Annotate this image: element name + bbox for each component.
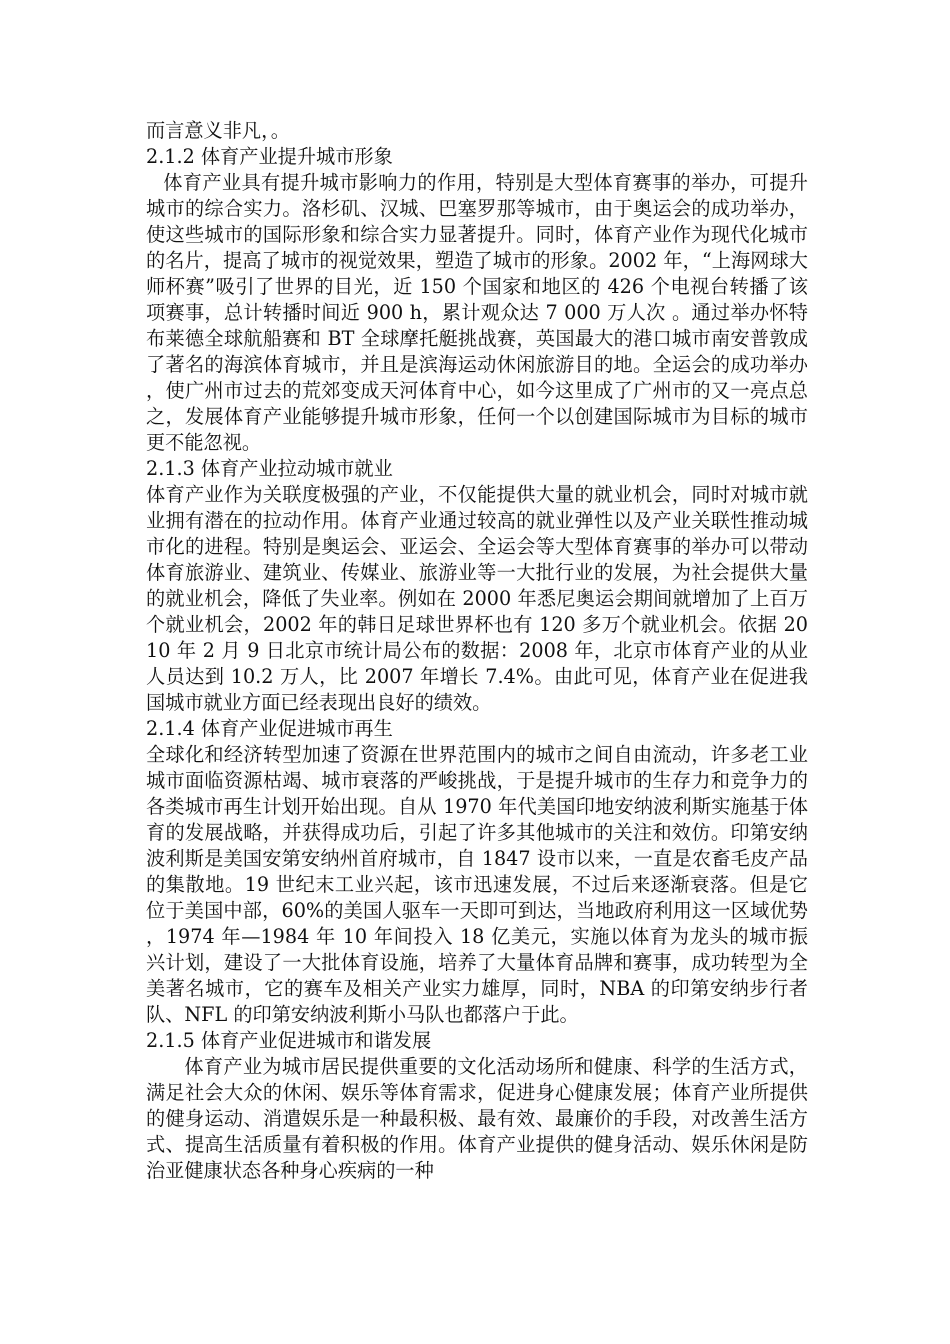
section-paragraph-2-1-5: 体育产业为城市居民提供重要的文化活动场所和健康、科学的生活方式，满足社会大众的休闲、娱乐等体育需求，促进身心健康发展；体育产业所提供的健身运动、消遣娱乐是一种最积极、最有效、最廉价的手段，对改善生活方式、提高生活质量有着积极的作用。体育产业提供的健身活动、娱乐休闲是防治亚健康状态各种身心疾病的一种 bbox=[146, 1055, 808, 1182]
section-paragraph-2-1-3: 体育产业作为关联度极强的产业，不仅能提供大量的就业机会，同时对城市就业拥有潜在的拉动作用。体育产业通过较高的就业弹性以及产业关联性推动城市化的进程。特别是奥运会、亚运会、全运会等大型体育赛事的举办可以带动体育旅游业、建筑业、传媒业、旅游业等一大批行业的发展，为社会提供大量的就业机会，降低了失业率。例如在 2000 年悉尼奥运会期间就增加了上百万个就业机会，2002 年的韩日足球世界杯也有 120 多万个就业机会。依据 2010 年 2 月 9 日北京市统计局公布的数据：2008 年，北京市体育产业的从业人员达到 10.2 万人，比 2007 年增长 7.4%。由此可见，体育产业在促进我国城市就业方面已经表现出良好的绩效。 bbox=[146, 483, 808, 714]
section-heading-2-1-5: 2.1.5 体育产业促进城市和谐发展 bbox=[146, 1029, 432, 1052]
section-paragraph-2-1-2: 体育产业具有提升城市影响力的作用，特别是大型体育赛事的举办，可提升城市的综合实力。洛杉矶、汉城、巴塞罗那等城市，由于奥运会的成功举办，使这些城市的国际形象和综合实力显著提升。同时，体育产业作为现代化城市的名片，提高了城市的视觉效果，塑造了城市的形象。2002 年，“上海网球大师杯赛”吸引了世界的目光，近 150 个国家和地区的 426 个电视台转播了该项赛事，总计转播时间近 900 h，累计观众达 7 000 万人次 。通过举办怀特布莱德全球航船赛和 BT 全球摩托艇挑战赛，英国最大的港口城市南安普敦成了著名的海滨体育城市，并且是滨海运动休闲旅游目的地。全运会的成功举办，使广州市过去的荒郊变成天河体育中心，如今这里成了广州市的又一亮点总之，发展体育产业能够提升城市形象，任何一个以创建国际城市为目标的城市更不能忽视。 bbox=[146, 171, 808, 454]
section-heading-2-1-4: 2.1.4 体育产业促进城市再生 bbox=[146, 717, 393, 740]
section-heading-2-1-3: 2.1.3 体育产业拉动城市就业 bbox=[146, 457, 393, 480]
section-heading-2-1-2: 2.1.2 体育产业提升城市形象 bbox=[146, 145, 393, 168]
section-paragraph-2-1-4: 全球化和经济转型加速了资源在世界范围内的城市之间自由流动，许多老工业城市面临资源枯竭、城市衰落的严峻挑战，于是提升城市的生存力和竞争力的各类城市再生计划开始出现。自从 1970 年代美国印地安纳波利斯实施基于体育的发展战略，并获得成功后，引起了许多其他城市的关注和效仿。印第安纳波利斯是美国安第安纳州首府城市，自 1847 设市以来，一直是农畜毛皮产品的集散地。19 世纪末工业兴起，该市迅速发展，不过后来逐渐衰落。但是它位于美国中部，60%的美国人驱车一天即可到达，当地政府利用这一区域优势，1974 年—1984 年 10 年间投入 18 亿美元，实施以体育为龙头的城市振兴计划，建设了一大批体育设施，培养了大量体育品牌和赛事，成功转型为全美著名城市，它的赛车及相关产业实力雄厚，同时，NBA 的印第安纳步行者队、NFL 的印第安纳波利斯小马队也都落户于此。 bbox=[146, 743, 808, 1026]
document-body bbox=[146, 118, 808, 1184]
intro-fragment: 而言意义非凡，。 bbox=[146, 119, 290, 142]
